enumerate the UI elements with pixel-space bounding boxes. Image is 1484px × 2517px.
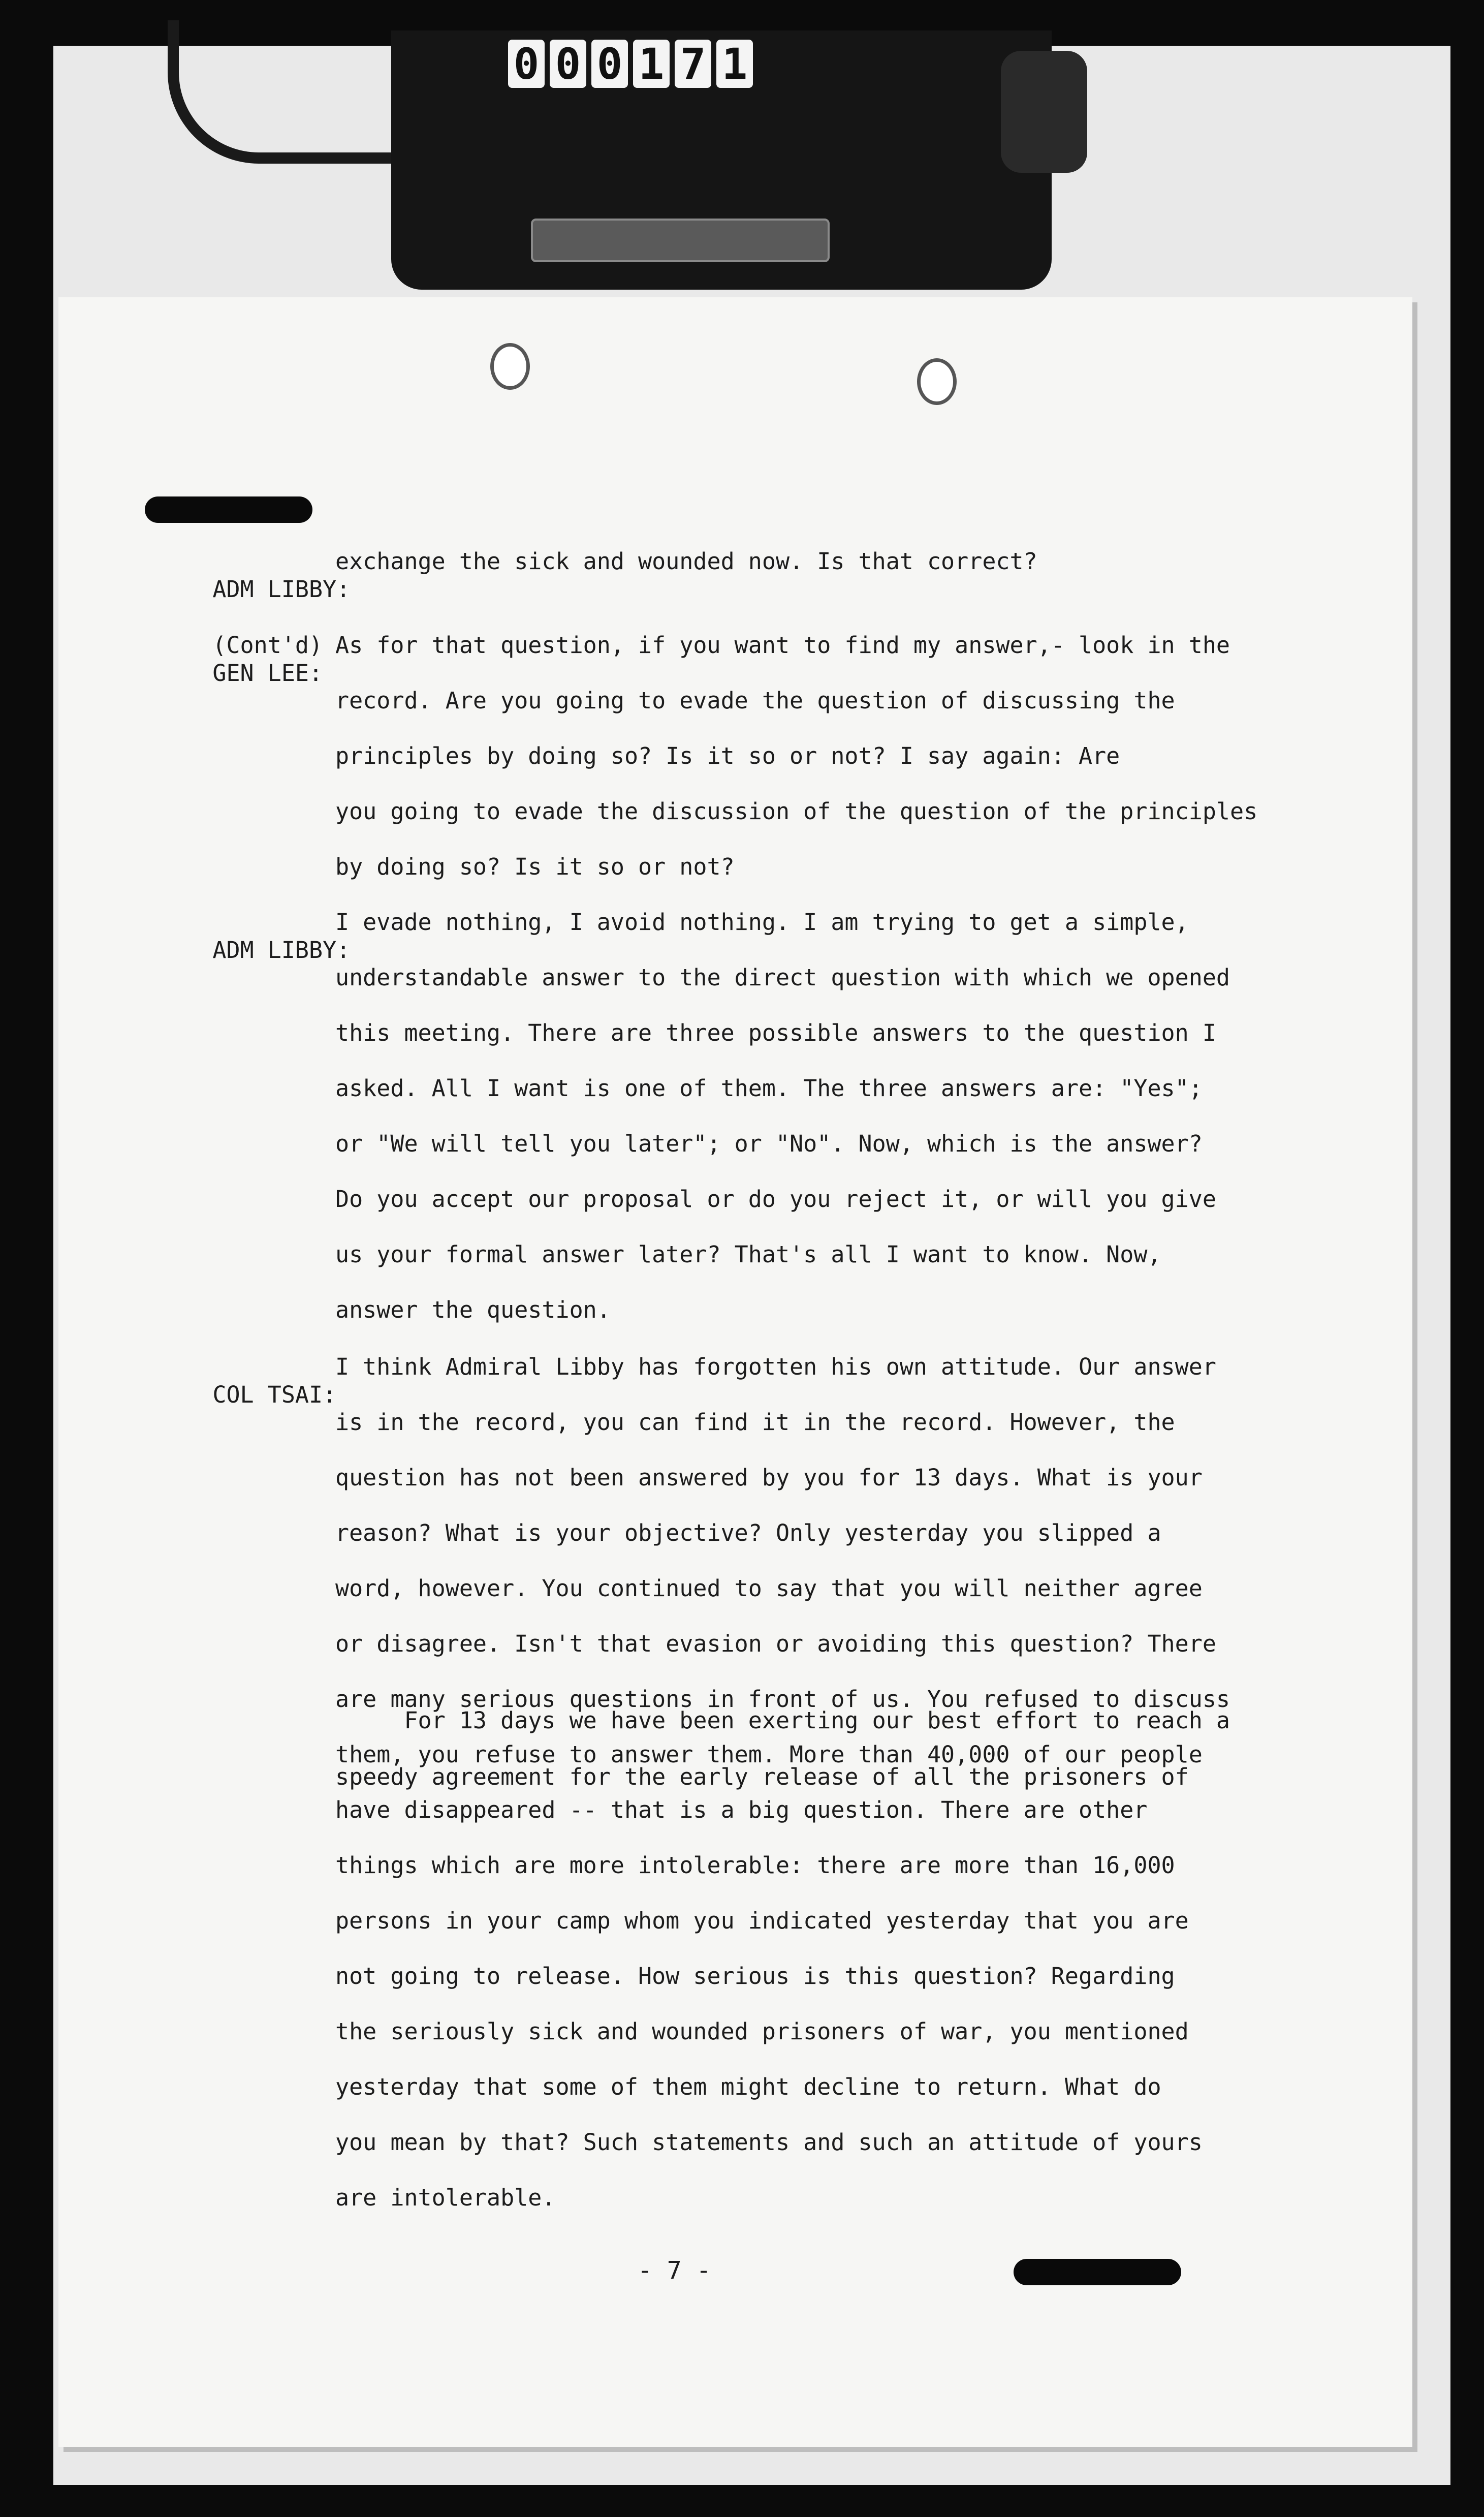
text-line: reason? What is your objective? Only yesterday you slipped a	[335, 1519, 1161, 1546]
text-line: I evade nothing, I avoid nothing. I am trying to get a simple,	[335, 909, 1189, 936]
text-line: principles by doing so? Is it so or not? I say again: Are	[335, 742, 1120, 769]
counter-digit: 1	[716, 40, 753, 88]
text-line: answer the question.	[335, 1296, 611, 1323]
text-line: or disagree. Isn't that evasion or avoiding this question? There	[335, 1630, 1216, 1657]
text-line: are many serious questions in front of us. You refused to discuss	[335, 1686, 1230, 1713]
statement-paragraph	[335, 617, 1346, 894]
document-page	[58, 297, 1412, 2447]
counter-digit: 7	[675, 40, 711, 88]
text-line: For 13 days we have been exerting our best effort to reach a	[335, 1707, 1230, 1734]
counter-digit: 0	[508, 40, 545, 88]
speaker-name: ADM LIBBY:	[212, 576, 351, 603]
punch-hole	[917, 358, 957, 405]
text-line: word, however. You continued to say that you will neither agree	[335, 1575, 1203, 1602]
counter-knob	[1001, 51, 1087, 173]
speaker-name: GEN LEE:	[212, 660, 323, 687]
speaker-label	[157, 1353, 336, 1437]
redaction-mark-bottom	[1014, 2259, 1181, 2285]
speaker-label	[157, 908, 350, 992]
text-line: understandable answer to the direct question with which we opened	[335, 964, 1230, 991]
text-line: yesterday that some of them might decline to return. What do	[335, 2073, 1161, 2100]
text-line: As for that question, if you want to find my answer,- look in the	[335, 632, 1230, 659]
counter-digit: 1	[633, 40, 670, 88]
text-line: you mean by that? Such statements and such an attitude of yours	[335, 2129, 1203, 2156]
text-line: things which are more intolerable: there are more than 16,000	[335, 1852, 1175, 1879]
text-line: or "We will tell you later"; or "No". Now, which is the answer?	[335, 1130, 1203, 1157]
text-line: I think Admiral Libby has forgotten his own attitude. Our answer	[335, 1353, 1216, 1380]
text-line: record. Are you going to evade the question of discussing the	[335, 687, 1175, 714]
statement-paragraph	[335, 1692, 1346, 1805]
text-line: the seriously sick and wounded prisoners of war, you mentioned	[335, 2018, 1189, 2045]
text-line: by doing so? Is it so or not?	[335, 853, 735, 880]
text-line: persons in your camp whom you indicated yesterday that you are	[335, 1907, 1189, 1934]
text-line: is in the record, you can find it in the record. However, the	[335, 1409, 1175, 1436]
text-line: speedy agreement for the early release of all the prisoners of	[335, 1763, 1189, 1790]
text-line: exchange the sick and wounded now. Is that correct?	[335, 548, 1037, 575]
text-line: are intolerable.	[335, 2184, 556, 2211]
text-line: question has not been answered by you for 13 days. What is your	[335, 1464, 1203, 1491]
page-number: - 7 -	[638, 2256, 711, 2285]
text-line: not going to release. How serious is this question? Regarding	[335, 1963, 1175, 1990]
speaker-name: COL TSAI:	[212, 1381, 337, 1408]
speaker-name: ADM LIBBY:	[212, 937, 351, 964]
statement-paragraph	[335, 534, 1346, 589]
text-line: Do you accept our proposal or do you reject it, or will you give	[335, 1186, 1216, 1213]
text-line: them, you refuse to answer them. More than 40,000 of our people	[335, 1741, 1203, 1768]
counter-digit: 0	[591, 40, 628, 88]
text-line: asked. All I want is one of them. The three answers are: "Yes";	[335, 1075, 1203, 1102]
punch-hole	[490, 343, 530, 390]
text-line: have disappeared -- that is a big question. There are other	[335, 1796, 1148, 1823]
speaker-label	[157, 631, 323, 715]
statement-paragraph	[335, 894, 1346, 1338]
text-line: us your formal answer later? That's all I want to know. Now,	[335, 1241, 1161, 1268]
frame-counter-display	[508, 40, 753, 88]
speaker-note: (Cont'd)	[212, 632, 323, 659]
counter-nameplate	[531, 219, 830, 262]
text-line: you going to evade the discussion of the question of the principles	[335, 798, 1258, 825]
redaction-mark-top	[145, 496, 312, 523]
counter-digit: 0	[550, 40, 586, 88]
text-line: this meeting. There are three possible answers to the question I	[335, 1019, 1216, 1046]
